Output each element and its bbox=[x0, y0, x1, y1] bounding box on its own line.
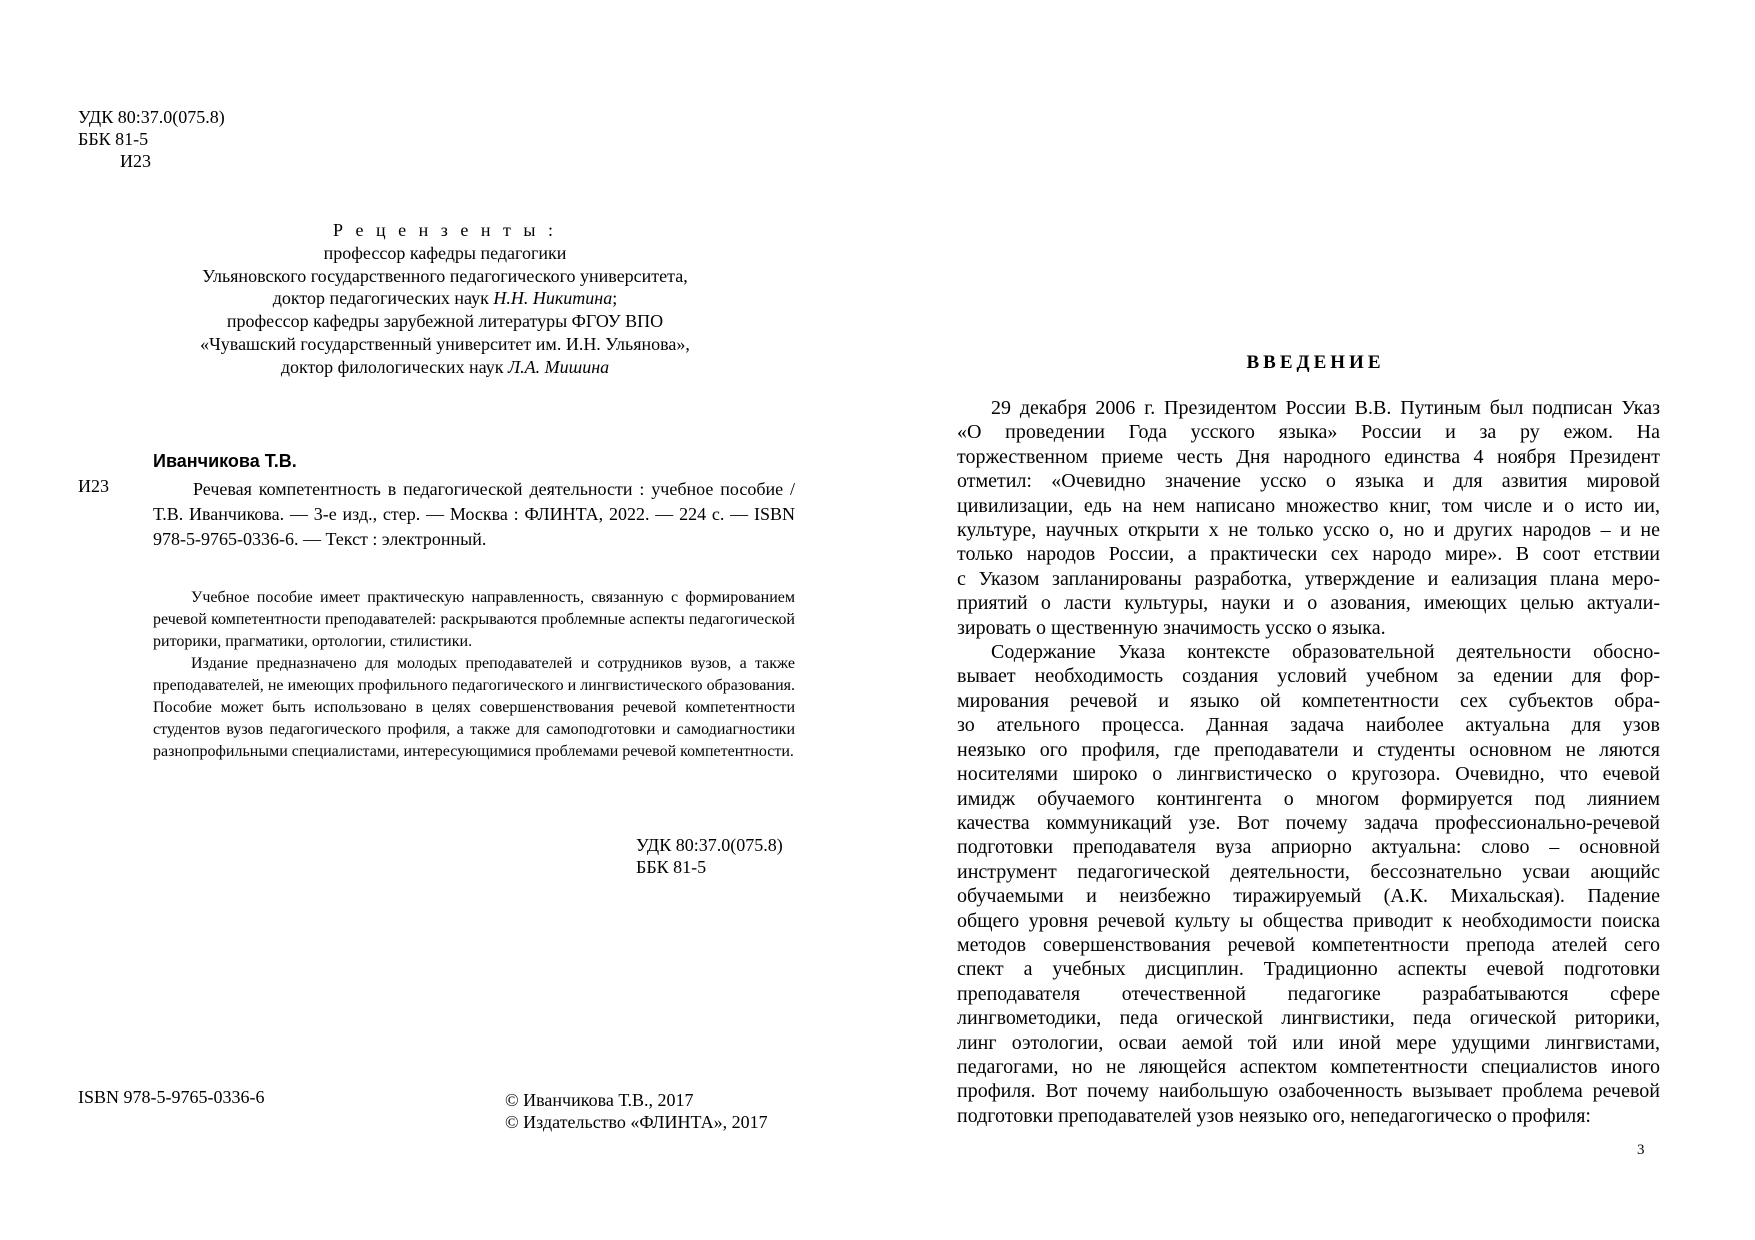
introduction-text bbox=[957, 396, 1660, 1128]
reviewer-1-suffix: ; bbox=[612, 288, 618, 309]
reviewer-1-university: Ульяновского государственного педагогического университета, bbox=[202, 265, 688, 286]
text-line: зировать о щественную значимость усско о языка. bbox=[957, 616, 1386, 639]
text-line: цивилизации, едь на нем написано множество книг, том числе и о исто ии, bbox=[957, 494, 1660, 517]
text-line: вывает необходимость создания условий учебном за едении для фор- bbox=[957, 665, 1660, 688]
reviewer-1-degree bbox=[140, 287, 750, 310]
text-line: Содержание Указа контексте образовательной деятельности обосно- bbox=[991, 641, 1660, 664]
page-number: 3 bbox=[1637, 1142, 1645, 1158]
copyright-author: © Иванчикова Т.В., 2017 bbox=[505, 1090, 694, 1110]
isbn: ISBN 978-5-9765-0336-6 bbox=[78, 1087, 265, 1107]
text-line: только народов России, а практически сех народо мире». В соот етствии bbox=[957, 543, 1660, 566]
book-description: Речевая компетентность в педагогической деятельности : учебное пособие / Т.В. Иванчикова. — 3-е изд., стер. — Москва : ФЛИНТА, 2022. — 224 с. — ISBN 978-5-9765-0336-6. — Текст : электронный. bbox=[153, 479, 795, 549]
reviewer-2-degree bbox=[140, 356, 750, 379]
udk-code: УДК 80:37.0(075.8) bbox=[78, 107, 225, 127]
text-line: «О проведении Года усского языка» России и за ру ежом. На bbox=[957, 421, 1660, 444]
text-line: отметил: «Очевидно значение усско о языка и для азвития мировой bbox=[957, 470, 1660, 493]
text-line: 29 декабря 2006 г. Президентом России В.В. Путиным был подписан Указ bbox=[991, 397, 1660, 419]
text-line: инструмент педагогической деятельности, бессознательно усваи ающийс bbox=[957, 860, 1660, 883]
reviewer-1-name: Н.Н. Никитина bbox=[493, 288, 613, 309]
reviewer-1-degree-text: доктор педагогических наук bbox=[272, 288, 494, 309]
reviewer-1-position: профессор кафедры педагогики bbox=[323, 242, 567, 263]
chapter-title: ВВЕДЕНИЕ bbox=[1246, 352, 1385, 373]
author-sign: И23 bbox=[120, 151, 151, 171]
text-line: методов совершенствования речевой компетентности препода ателей сего bbox=[957, 933, 1660, 956]
annotation bbox=[153, 587, 795, 763]
text-line: с Указом запланированы разработка, утверждение и еализация плана меро- bbox=[957, 567, 1660, 590]
annotation-paragraph: Учебное пособие имеет практическую направленность, связанную с формированием речевой компетентности преподавателей: раскрываются проблемные аспекты педагогической риторики, прагматики, ортологии, стилистики. bbox=[153, 589, 795, 650]
text-line: мирования речевой и языко ой компетентности сех субъектов обра- bbox=[957, 689, 1660, 712]
text-line: педагогами, но не ляющейся аспектом компетентности специалистов иного bbox=[957, 1055, 1660, 1078]
text-line: приятий о ласти культуры, науки и о азования, имеющих целью актуали- bbox=[957, 592, 1660, 615]
text-line: торжественном приеме честь Дня народного единства 4 ноября Президент bbox=[957, 445, 1660, 468]
reviewers-block bbox=[140, 219, 750, 379]
text-line: профиля. Вот почему наибольшую озабоченность вызывает проблема речевой bbox=[957, 1080, 1660, 1103]
classification-repeat bbox=[636, 834, 783, 878]
reviewer-2-position: профессор кафедры зарубежной литературы ФГОУ ВПО bbox=[226, 311, 664, 332]
annotation-paragraph: Издание предназначено для молодых преподавателей и сотрудников вузов, а также преподавателей, не имеющих профильного педагогического и лингвистического образования. Пособие может быть использовано в целях совершенствования речевой компетентности студентов вузов педагогического профиля, а также для самоподготовки и самодиагностики разнопрофильными специалистами, интересующимися проблемами речевой компетентности. bbox=[153, 655, 795, 760]
udk-code-repeat: УДК 80:37.0(075.8) bbox=[636, 835, 783, 855]
text-line: культуре, научных открыти х не только усско о, но и других народов – и не bbox=[957, 519, 1660, 542]
text-line: обучаемыми и неизбежно тиражируемый (А.К. Михальская). Падение bbox=[957, 885, 1660, 908]
text-line: носителями широко о лингвистическо о кругозора. Очевидно, что ечевой bbox=[957, 763, 1660, 786]
bbk-code-repeat: ББК 81-5 bbox=[636, 857, 707, 877]
text-line: спект а учебных дисциплин. Традиционно аспекты ечевой подготовки bbox=[957, 958, 1660, 981]
text-line: качества коммуникаций узе. Вот почему задача профессионально-речевой bbox=[957, 811, 1660, 834]
text-line: общего уровня речевой культу ы общества приводит к необходимости поиска bbox=[957, 909, 1660, 932]
book-author: Иванчикова Т.В. bbox=[153, 451, 297, 471]
reviewer-2-university: «Чувашский государственный университет им. И.Н. Ульянова», bbox=[200, 333, 690, 354]
classification-block bbox=[78, 106, 225, 172]
book-author-sign: И23 bbox=[78, 476, 109, 496]
bbk-code: ББК 81-5 bbox=[78, 129, 149, 149]
reviewer-2-name: Л.А. Мишина bbox=[507, 356, 610, 377]
text-line: лингвометодики, педа огической лингвистики, педа огической риторики, bbox=[957, 1007, 1660, 1030]
reviewer-2-degree-text: доктор филологических наук bbox=[280, 356, 508, 377]
text-line: имидж обучаемого контингента о многом формируется под лиянием bbox=[957, 787, 1660, 810]
copyright-publisher: © Издательство «ФЛИНТА», 2017 bbox=[505, 1112, 768, 1132]
text-line: линг оэтологии, осваи аемой той или иной мере удущими лингвистами, bbox=[957, 1031, 1660, 1054]
text-line: подготовки преподавателя вуза априорно актуальна: слово – основной bbox=[957, 836, 1660, 859]
copyright-block bbox=[505, 1089, 768, 1133]
text-line: зо ательного процесса. Данная задача наиболее актуальна для узов bbox=[957, 714, 1660, 737]
text-line: неязыко ого профиля, где преподаватели и студенты основном не ляются bbox=[957, 738, 1660, 761]
text-line: подготовки преподавателей узов неязыко ого, непедагогическо о профиля: bbox=[957, 1104, 1591, 1127]
text-line: преподавателя отечественной педагогике разрабатываются сфере bbox=[957, 982, 1660, 1005]
reviewers-heading: Р е ц е н з е н т ы : bbox=[333, 220, 557, 240]
